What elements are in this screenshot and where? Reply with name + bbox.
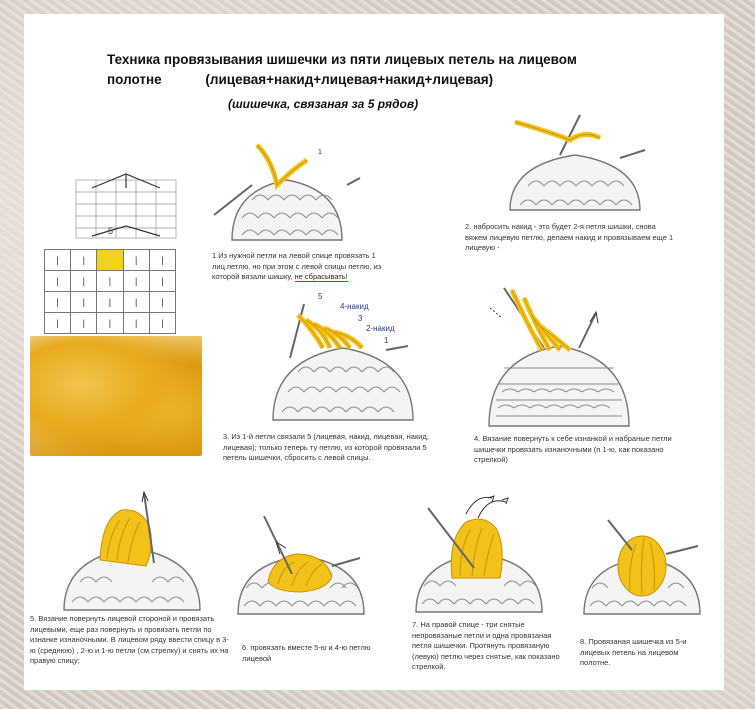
chart-cell: |: [123, 250, 149, 271]
chart-number-label: 5: [108, 226, 114, 236]
chart-cell: |: [149, 271, 175, 292]
chart-cell: |: [45, 250, 71, 271]
chart-cell: |: [45, 271, 71, 292]
step-1-warning: не сбрасывать!: [294, 272, 348, 281]
title-pattern: (лицевая+накид+лицевая+накид+лицевая): [205, 72, 494, 87]
chart-cell: |: [97, 313, 123, 334]
chart-cell: |: [123, 313, 149, 334]
step-7-caption: 7. На правой спице - три снятые непровязаные петли и одна провязаная петля шишечки. Протянуть провязаную (левую) петлю через снятые, как показано стрелкой.: [412, 620, 560, 671]
step-4-caption: 4. Вязание повернуть к себе изнанкой и набраные петли шишечки провязать изнаночными (п 1-ю, как показано стрелкой): [474, 434, 672, 464]
chart-row: [45, 292, 176, 313]
page-title: [107, 50, 647, 90]
yarn-label-2-yo: 2-накид: [366, 324, 395, 333]
chart-cell: |: [123, 271, 149, 292]
page-subtitle: (шишечка, связаная за 5 рядов): [228, 97, 419, 111]
bobble-photo: [30, 336, 202, 456]
chart-cell: |: [71, 313, 97, 334]
chart-cell: |: [71, 250, 97, 271]
chart-cell: |: [71, 271, 97, 292]
yarn-label-1: 1: [384, 336, 389, 345]
symbol-chart-diagram: [72, 170, 182, 245]
yarn-label-5: 5: [318, 292, 323, 301]
step-3-caption: 3. Из 1-й петли связали 5 (лицевая, накид, лицевая, накид, лицевая); только теперь ту петлю, из которой провязали 5 петель шишечки, сбросить с левой спицы.: [223, 432, 429, 462]
chart-cell: |: [149, 292, 175, 313]
chart-cell: |: [123, 292, 149, 313]
step-6-caption: 6. провязать вместе 5-ю и 4-ю петлю лицевой: [242, 643, 371, 663]
chart-cell: |: [45, 313, 71, 334]
step-5-illustration: [62, 488, 202, 610]
chart-row: [45, 250, 176, 271]
chart-cell: |: [97, 292, 123, 313]
chart-cell: |: [71, 292, 97, 313]
step-1-caption: [212, 251, 402, 283]
chart-row: [45, 313, 176, 334]
step-4-illustration: [484, 278, 634, 428]
step-8-illustration: [582, 510, 702, 614]
step-2-illustration: [500, 110, 650, 210]
step-2-caption: 2. набросить накид - это будет 2-я петля шишки, снова вяжем лицевую петлю, делаем накид и провязываем еще 1 лицевую -: [465, 222, 674, 252]
step-7-illustration: [414, 488, 544, 612]
step-5-caption: 5. Вязание повернуть лицевой стороной и провязать лицевыми, еще раз повернуть и провязать петли по изнанке изнаночными. В лицевом ряду ввести спицу в 3-ю (среднюю) , 2-ю и 1-ю петли (см.стрелку) и снять их на правую спицу;: [30, 614, 229, 665]
knitting-chart-grid: [44, 249, 176, 327]
yarn-label-4-yo: 4-накид: [340, 302, 369, 311]
step-6-illustration: [236, 514, 366, 614]
chart-cell-bobble: [97, 250, 123, 271]
loop-label: 1: [318, 149, 322, 156]
title-line-2: полотне: [107, 72, 162, 87]
yarn-label-3: 3: [358, 314, 363, 323]
chart-cell: |: [149, 250, 175, 271]
step-8-caption: 8. Провязаная шишечка из 5-и лицевых петель на лицевом полотне.: [580, 637, 687, 667]
step-1-text: 1.Из нужной петли на левой спице провязать 1 лиц.петлю, но при этом с левой спицы петлю, из которой вязали шишку,: [212, 251, 382, 281]
chart-cell: |: [45, 292, 71, 313]
chart-cell: |: [97, 271, 123, 292]
chart-row: [45, 271, 176, 292]
step-1-illustration: [212, 140, 362, 240]
chart-cell: |: [149, 313, 175, 334]
title-line-1: Техника провязывания шишечки из пяти лицевых петель на лицевом: [107, 52, 577, 67]
